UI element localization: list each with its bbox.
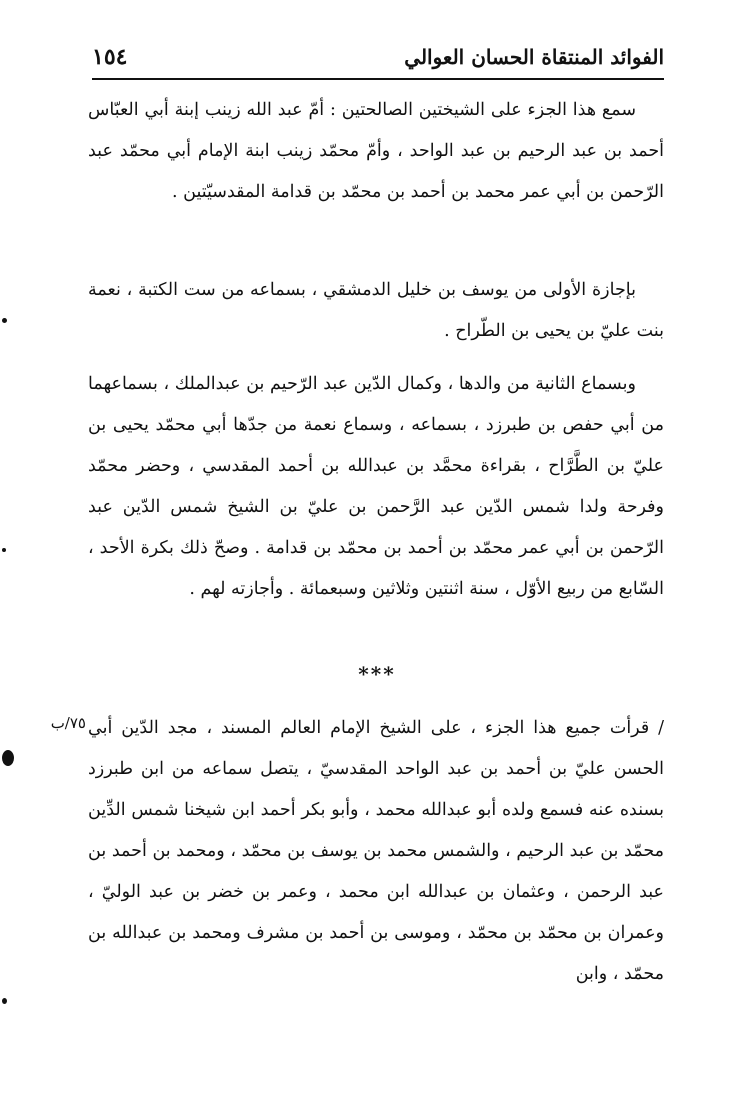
paragraph-block-1	[88, 90, 664, 213]
manuscript-folio-note: ٧٥/ب	[50, 714, 86, 732]
page-header	[92, 40, 664, 80]
paragraph-block-4	[88, 708, 664, 995]
paragraph-2: بإجازة الأولى من يوسف بن خليل الدمشقي ، بسماعه من ست الكتبة ، نعمة بنت عليّ بن يحيى بن الطّراح .	[88, 280, 664, 341]
paragraph-4: / قرأت جميع هذا الجزء ، على الشيخ الإمام العالم المسند ، مجد الدّين أبي الحسن عليّ بن أحمد بن عبد الواحد المقدسيّ ، يتصل سماعه من ابن طبرزد بسنده عنه فسمع ولده أبو عبدالله محمد ، وأبو بكر أحمد ابن شيخنا شمس الدِّين محمّد بن عبد الرحيم ، والشمس محمد بن يوسف بن محمّد ، ومحمد بن أحمد بن عبد الرحمن ، وعثمان بن عبدالله ابن محمد ، وعمر بن خضر بن عبد الوليّ ، وعمران بن محمّد بن محمّد ، وموسى بن أحمد بن مشرف ومحمد بن عبدالله بن محمّد ، وابن	[88, 718, 664, 984]
paragraph-block-2	[88, 270, 664, 352]
page-number: ١٥٤	[92, 44, 128, 70]
paragraph-block-3	[88, 364, 664, 610]
header-rule	[92, 78, 664, 80]
edge-mark	[2, 318, 7, 323]
edge-mark	[2, 548, 6, 552]
paragraph-3: وبسماع الثانية من والدها ، وكمال الدّين عبد الرّحيم بن عبدالملك ، بسماعهما من أبي حفص بن طبرزد ، بسماعه ، وسماع نعمة من جدّها أبي محمّد يحيى بن عليّ بن الطَّرَّاح ، بقراءة محمَّد بن عبدالله بن أحمد المقدسي ، وحضر محمّد وفرحة ولدا شمس الدّين عبد الرَّحمن بن عليّ بن الشيخ شمس الدّين عبد الرّحمن بن أبي عمر محمّد بن أحمد بن محمّد بن قدامة . وصحّ ذلك بكرة الأحد ، السّابع من ربيع الأوّل ، سنة اثنتين وثلاثين وسبعمائة . وأجازته لهم .	[88, 374, 664, 599]
edge-mark	[2, 998, 7, 1004]
running-title: الفوائد المنتقاة الحسان العوالي	[404, 45, 664, 69]
section-separator: ***	[358, 662, 396, 686]
paragraph-1: سمع هذا الجزء على الشيختين الصالحتين : أمّ عبد الله زينب إبنة أبي العبّاس أحمد بن عبد الرحيم بن عبد الواحد ، وأمّ محمّد زينب ابنة الإمام أبي محمّد عبد الرّحمن بن أبي عمر محمد بن أحمد بن محمّد بن قدامة المقدسيّتين .	[88, 100, 664, 202]
edge-mark	[2, 750, 14, 766]
